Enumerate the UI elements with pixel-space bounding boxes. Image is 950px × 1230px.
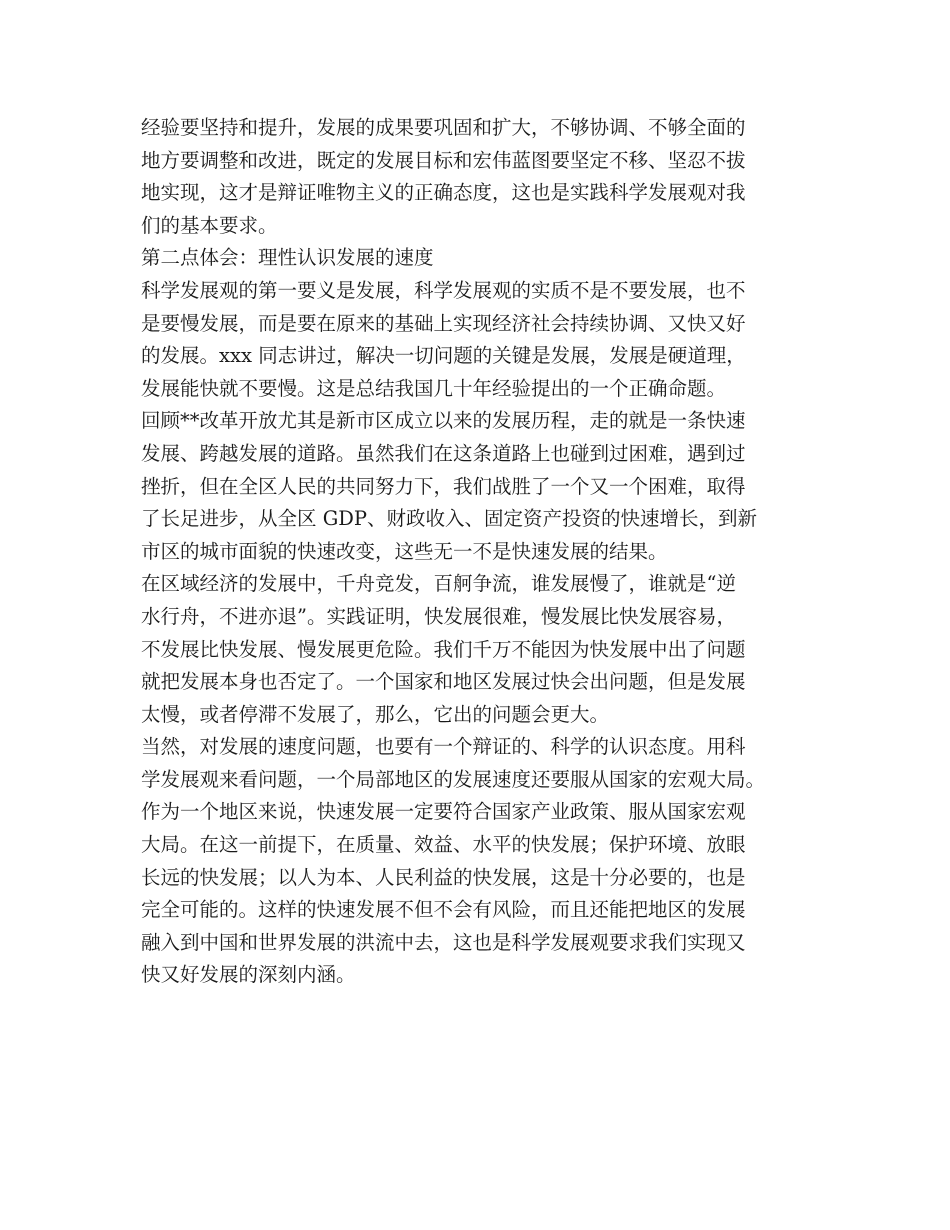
text-line: 当然，对发展的速度问题，也要有一个辩证的、科学的认识态度。用科: [141, 735, 746, 759]
text-line: 们的基本要求。: [141, 213, 278, 237]
text-line: 融入到中国和世界发展的洪流中去，这也是科学发展观要求我们实现又: [141, 930, 746, 954]
text-line: 回顾**改革开放尤其是新市区成立以来的发展历程，走的就是一条快速: [141, 409, 746, 433]
text-line: 科学发展观的第一要义是发展，科学发展观的实质不是不要发展，也不: [141, 278, 746, 302]
text-line: 学发展观来看问题，一个局部地区的发展速度还要服从国家的宏观大局。: [141, 767, 766, 791]
text-line: 发展、跨越发展的道路。虽然我们在这条道路上也碰到过困难，遇到过: [141, 441, 746, 465]
text-line: 大局。在这一前提下，在质量、效益、水平的快发展；保护环境、放眼: [141, 833, 746, 857]
section-heading: 第二点体会：理性认识发展的速度: [141, 246, 434, 270]
text-line: 经验要坚持和提升，发展的成果要巩固和扩大，不够协调、不够全面的: [141, 116, 746, 139]
text-line: 完全可能的。这样的快速发展不但不会有风险，而且还能把地区的发展: [141, 898, 746, 922]
text-line: 不发展比快发展、慢发展更危险。我们千万不能因为快发展中出了问题: [141, 637, 746, 661]
text-line: 挫折，但在全区人民的共同努力下，我们战胜了一个又一个困难，取得: [141, 474, 746, 498]
text-line: 了长足进步，从全区 GDP、财政收入、固定资产投资的快速增长，到新: [141, 507, 758, 531]
text-line: 在区域经济的发展中，千舟竞发，百舸争流，谁发展慢了，谁就是“逆: [141, 572, 736, 596]
text-line: 长远的快发展；以人为本、人民利益的快发展，这是十分必要的，也是: [141, 865, 746, 889]
text-line: 的发展。xxx 同志讲过，解决一切问题的关键是发展，发展是硬道理，: [141, 344, 746, 368]
text-line: 作为一个地区来说，快速发展一定要符合国家产业政策、服从国家宏观: [141, 800, 746, 824]
text-line: 太慢，或者停滞不发展了，那么，它出的问题会更大。: [141, 702, 610, 726]
text-line: 发展能快就不要慢。这是总结我国几十年经验提出的一个正确命题。: [141, 376, 727, 400]
text-line: 水行舟，不进亦退”。实践证明，快发展很难，慢发展比快发展容易，: [141, 604, 736, 628]
text-line: 地方要调整和改进，既定的发展目标和宏伟蓝图要坚定不移、坚忍不拔: [141, 148, 746, 172]
text-line: 地实现，这才是辩证唯物主义的正确态度，这也是实践科学发展观对我: [141, 181, 746, 205]
text-line: 市区的城市面貌的快速改变，这些无一不是快速发展的结果。: [141, 539, 668, 563]
document-body: [141, 112, 831, 992]
text-line: 是要慢发展，而是要在原来的基础上实现经济社会持续协调、又快又好: [141, 311, 746, 335]
text-line: 就把发展本身也否定了。一个国家和地区发展过快会出问题，但是发展: [141, 670, 746, 694]
text-line: 快又好发展的深刻内涵。: [141, 963, 356, 987]
